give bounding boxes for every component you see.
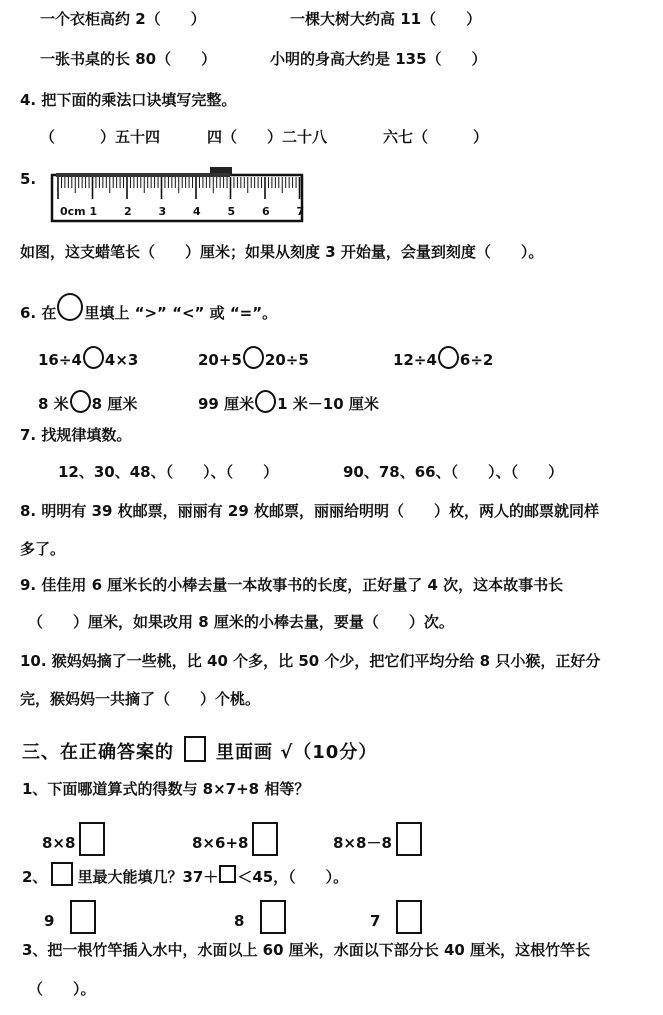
q7-seq-2: 90、78、66、（ ）、（ ） <box>343 463 564 481</box>
answer-circle[interactable] <box>255 390 276 413</box>
ruler-label: 7 <box>296 205 305 218</box>
answer-box[interactable] <box>396 900 422 934</box>
s3q2-option-3-label: 7 <box>370 912 381 930</box>
q6-5-right: 1 米－10 厘米 <box>277 395 379 413</box>
s3q2-title <box>22 862 348 886</box>
q6-title-pre: 6. 在 <box>20 304 57 322</box>
q4-title: 4. 把下面的乘法口诀填写完整。 <box>20 91 237 109</box>
section-3-title-pre: 三、在正确答案的 <box>22 742 174 763</box>
answer-box[interactable] <box>396 822 422 856</box>
q3-item-height: 小明的身高大约是 135（ ） <box>270 50 487 68</box>
q3-item-tree: 一棵大树大约高 11（ ） <box>290 10 482 28</box>
q10-line-2: 完，猴妈妈一共摘了（ ）个桃。 <box>20 690 261 708</box>
q8-line-2: 多了。 <box>20 540 66 558</box>
q10-line-1: 10. 猴妈妈摘了一些桃，比 40 个多，比 50 个少，把它们平均分给 8 只小猴，正好分 <box>20 652 601 670</box>
answer-circle-icon <box>57 293 83 321</box>
s3q2-option-3 <box>370 900 422 934</box>
s3q2-title-post: 里最大能填几？37＋ <box>77 868 219 886</box>
q9-line-1: 9. 佳佳用 6 厘米长的小棒去量一本故事书的长度，正好量了 4 次，这本故事书长 <box>20 576 564 594</box>
q6-compare-4 <box>38 390 137 413</box>
q3-item-wardrobe: 一个衣柜高约 2（ ） <box>40 10 206 28</box>
ruler-figure <box>50 163 306 225</box>
q3-item-desk: 一张书桌的长 80（ ） <box>40 50 217 68</box>
q6-4-right: 8 厘米 <box>91 395 138 413</box>
q9-line-2: （ ）厘米，如果改用 8 厘米的小棒去量，要量（ ）次。 <box>28 613 454 631</box>
ruler-label: 0cm <box>60 205 86 218</box>
ruler-label: 3 <box>158 205 167 218</box>
q6-4-left: 8 米 <box>38 395 69 413</box>
q6-2-right: 20÷5 <box>264 351 309 369</box>
q5-number: 5. <box>20 170 37 188</box>
q5-text: 如图，这支蜡笔长（ ）厘米；如果从刻度 3 开始量，会量到刻度（ ）。 <box>20 243 544 261</box>
q6-1-left: 16÷4 <box>38 351 82 369</box>
answer-circle[interactable] <box>243 346 264 369</box>
s3q2-option-1-label: 9 <box>44 912 55 930</box>
s3q1-option-1 <box>42 822 105 856</box>
ruler-label: 1 <box>89 205 98 218</box>
blank-box-icon <box>219 865 236 883</box>
q6-compare-1 <box>38 346 138 369</box>
blank-box-icon <box>51 862 73 886</box>
s3q1-option-2-label: 8×6+8 <box>192 834 249 852</box>
q7-title: 7. 找规律填数。 <box>20 426 132 444</box>
crayon-body <box>56 173 230 177</box>
q6-title <box>20 293 277 321</box>
answer-circle[interactable] <box>83 346 104 369</box>
s3q3-line-2: （ ）。 <box>28 980 96 998</box>
answer-circle[interactable] <box>70 390 91 413</box>
answer-circle[interactable] <box>438 346 459 369</box>
s3q1-option-3 <box>333 822 422 856</box>
answer-box[interactable] <box>260 900 286 934</box>
ruler-label: 6 <box>262 205 270 218</box>
q4-item-3: 六七（ ） <box>383 128 489 146</box>
section-3-title-post: 里面画 √（10分） <box>216 742 378 763</box>
q4-item-1: （ ）五十四 <box>40 128 161 146</box>
s3q2-title-pre: 2、 <box>22 868 48 886</box>
q7-seq-1: 12、30、48、（ ）、（ ） <box>58 463 279 481</box>
q8-line-1: 8. 明明有 39 枚邮票，丽丽有 29 枚邮票，丽丽给明明（ ）枚，两人的邮票就同样 <box>20 502 599 520</box>
s3q1-option-1-label: 8×8 <box>42 834 76 852</box>
ruler-label: 4 <box>193 205 201 218</box>
q6-3-right: 6÷2 <box>459 351 494 369</box>
section-3-title <box>22 736 377 762</box>
q6-title-post: 里填上 “>” “<” 或 “=”。 <box>84 304 278 322</box>
q4-item-2: 四（ ）二十八 <box>207 128 328 146</box>
answer-box-icon <box>184 736 206 762</box>
q6-5-left: 99 厘米 <box>198 395 255 413</box>
s3q2-option-1 <box>44 900 96 934</box>
s3q2-option-2 <box>234 900 286 934</box>
s3q2-option-2-label: 8 <box>234 912 245 930</box>
ruler-label: 2 <box>124 205 132 218</box>
answer-box[interactable] <box>70 900 96 934</box>
answer-box[interactable] <box>79 822 105 856</box>
s3q1-title: 1、下面哪道算式的得数与 8×7+8 相等？ <box>22 780 310 798</box>
q6-3-left: 12÷4 <box>393 351 437 369</box>
s3q2-title-end: ＜45，（ ）。 <box>237 868 349 886</box>
s3q1-option-3-label: 8×8－8 <box>333 834 392 852</box>
ruler-label: 5 <box>227 205 236 218</box>
answer-box[interactable] <box>252 822 278 856</box>
q6-2-left: 20+5 <box>198 351 242 369</box>
q6-1-right: 4×3 <box>104 351 139 369</box>
q6-compare-3 <box>393 346 493 369</box>
q6-compare-2 <box>198 346 309 369</box>
s3q3-line-1: 3、把一根竹竿插入水中，水面以上 60 厘米，水面以下部分长 40 厘米，这根竹竿长 <box>22 941 591 959</box>
s3q1-option-2 <box>192 822 278 856</box>
q6-compare-5 <box>198 390 379 413</box>
